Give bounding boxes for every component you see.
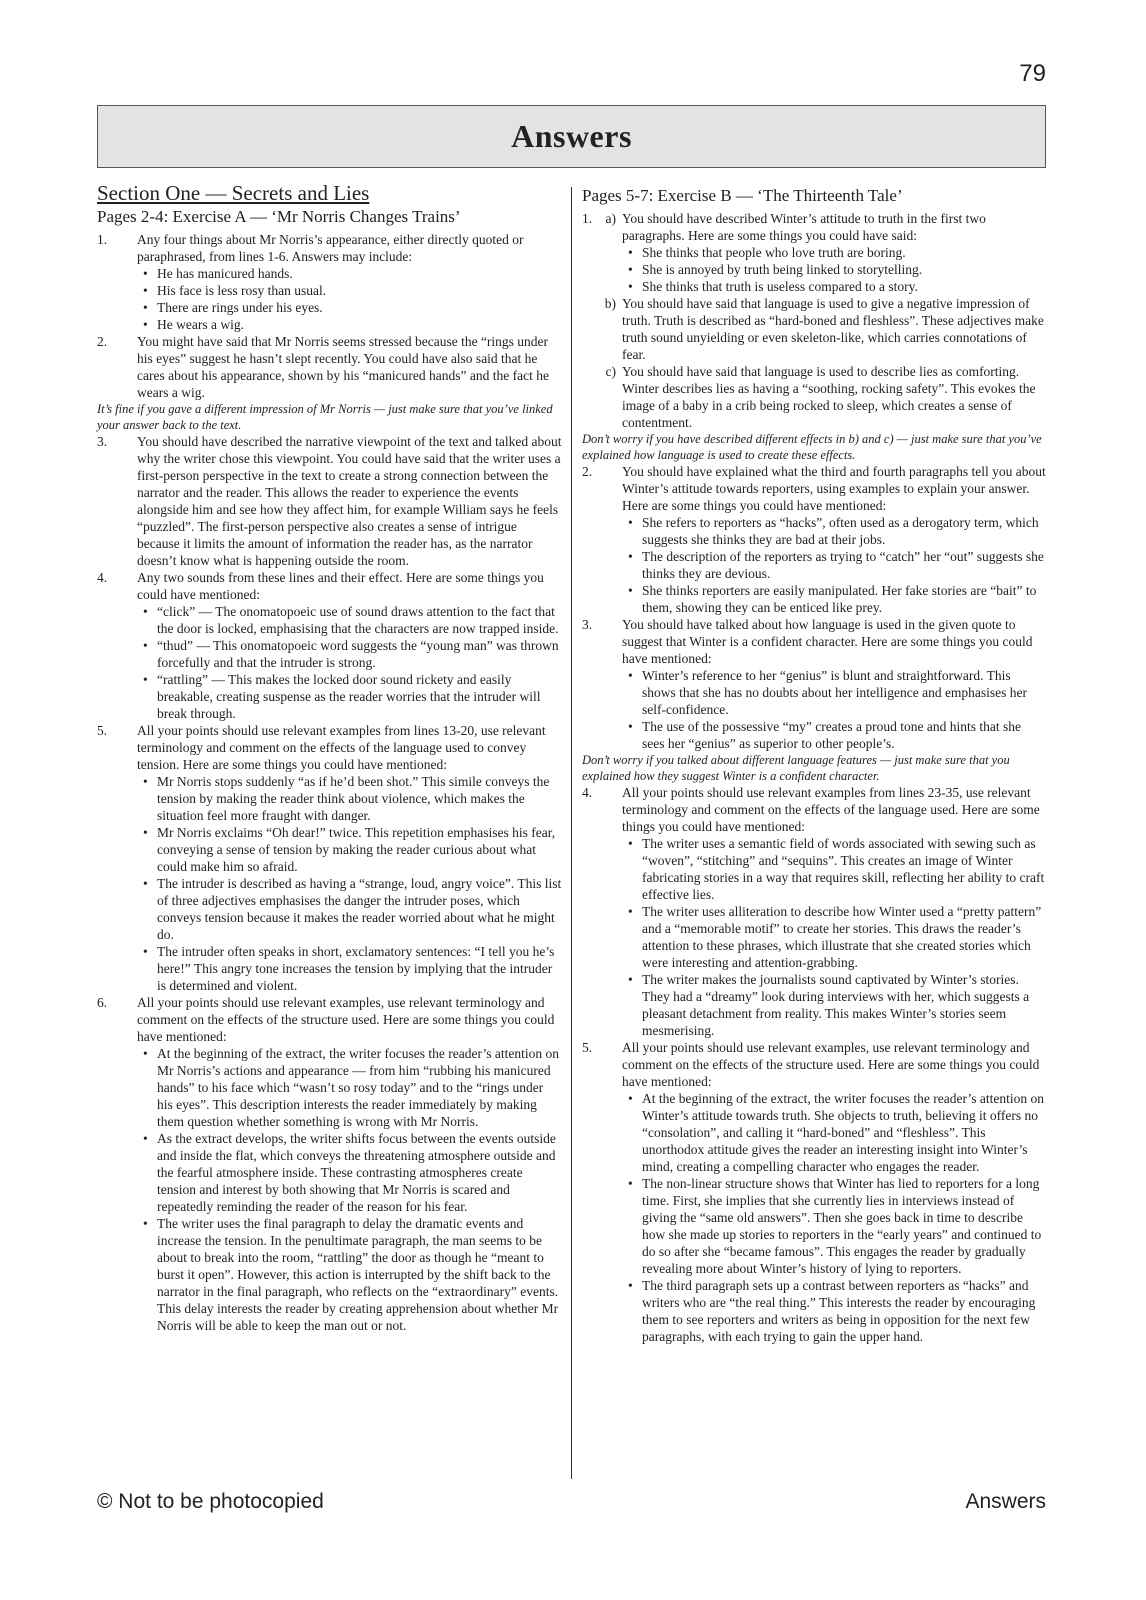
answer-text: All your points should use relevant examples from lines 23-35, use relevant terminology and comment on the effects of the language used. Here are some things you could have mentioned: [622, 785, 1040, 834]
answer-1 [97, 231, 562, 333]
examiner-note: Don’t worry if you have described different effects in b) and c) — just make sure that you’ve explained how language is used to create these effects. [582, 432, 1042, 462]
list-item: • She refers to reporters as “hacks”, often used as a derogatory term, which suggests she thinks they are bad at their jobs. [642, 514, 1046, 548]
list-item: • The writer uses alliteration to describe how Winter used a “pretty pattern” and a “memorable motif” to create her stories. This draws the reader’s attention to these phrases, which illustrate that she created stories which were interesting and attention-grabbing. [642, 903, 1046, 971]
answer-5 [582, 1039, 1046, 1345]
answer-number: 1. [97, 232, 108, 247]
answer-4 [582, 784, 1046, 1039]
answer-text: All your points should use relevant examples, use relevant terminology and comment on the effects of the structure used. Here are some things you could have mentioned: [622, 1040, 1040, 1089]
examiner-note: Don’t worry if you talked about different language features — just make sure that you explained how they suggest Winter is a confident character. [582, 753, 1010, 783]
answer-number: 3. [582, 617, 593, 632]
answer-number: 3. [97, 434, 108, 449]
exercise-b-title: Pages 5-7: Exercise B — ‘The Thirteenth Tale’ [582, 186, 903, 205]
list-item: • He wears a wig. [157, 316, 562, 333]
answer-2 [97, 333, 562, 401]
list-item: • He has manicured hands. [157, 265, 562, 282]
left-column [97, 181, 562, 1334]
list-item: • She thinks reporters are easily manipulated. Her fake stories are “bait” to them, showing they can be enticed like prey. [642, 582, 1046, 616]
list-item: • Mr Norris stops suddenly “as if he’d been shot.” This simile conveys the tension by making the reader think about violence, which makes the situation feel more fraught with danger. [157, 773, 562, 824]
answer-3 [582, 616, 1046, 752]
answer-text: All your points should use relevant examples from lines 13-20, use relevant terminology and comment on the effects of the language used to convey tension. Here are some things you could have mentioned: [137, 723, 546, 772]
section-title: Section One — Secrets and Lies [97, 181, 370, 205]
list-item: • The description of the reporters as trying to “catch” her “out” suggests she thinks they are devious. [642, 548, 1046, 582]
banner-title: Answers [511, 118, 632, 154]
answer-1a [582, 210, 1046, 431]
sub-label: c) [605, 364, 616, 379]
answer-number: 6. [97, 995, 108, 1010]
bullet-list [622, 514, 1046, 616]
answer-number: 2. [582, 464, 593, 479]
list-item: • The third paragraph sets up a contrast between reporters as “hacks” and writers who are “the real thing.” This interests the reader by encouraging them to see reporters and writers as being in opposition for the next few paragraphs, with each trying to gain the upper hand. [642, 1277, 1046, 1345]
answer-text: You should have said that language is used to describe lies as comforting. Winter describes lies as having a “soothing, rocking safety”. This evokes the image of a baby in a crib being rocked to sleep, which creates a sense of contentment. [622, 364, 1036, 430]
answer-4 [97, 569, 562, 722]
list-item: • As the extract develops, the writer shifts focus between the events outside and inside the flat, which conveys the threatening atmosphere outside and the fearful atmosphere inside. These contrasting atmospheres create tension and interest by both showing that Mr Norris is scared and repeatedly reminding the reader of the reason for his fear. [157, 1130, 562, 1215]
list-item: • She is annoyed by truth being linked to storytelling. [642, 261, 1046, 278]
answer-text: Any two sounds from these lines and their effect. Here are some things you could have mentioned: [137, 570, 544, 602]
answer-text: You should have talked about how language is used in the given quote to suggest that Winter is a confident character. Here are some things you could have mentioned: [622, 617, 1033, 666]
answer-1c [594, 363, 1046, 431]
examiner-note: It’s fine if you gave a different impression of Mr Norris — just make sure that you’ve linked your answer back to the text. [97, 402, 553, 432]
copyright-footer: © Not to be photocopied [97, 1490, 324, 1513]
answer-1b [594, 295, 1046, 363]
list-item: • “click” — The onomatopoeic use of sound draws attention to the fact that the door is locked, emphasising that the characters are now trapped inside. [157, 603, 562, 637]
list-item: • Mr Norris exclaims “Oh dear!” twice. This repetition emphasises his fear, conveying a sense of tension by making the reader curious about what could make him so afraid. [157, 824, 562, 875]
answer-5 [97, 722, 562, 994]
bullet-list [137, 1045, 562, 1334]
answers-banner [97, 105, 1046, 168]
list-item: • There are rings under his eyes. [157, 299, 562, 316]
list-item: • “thud” — This onomatopoeic word suggests the “young man” was thrown forcefully and that the intruder is strong. [157, 637, 562, 671]
answer-text: You should have said that language is used to give a negative impression of truth. Truth is described as “hard-boned and fleshless”. These adjectives make truth sound unyielding or even skeleton-like, which carries connotations of fear. [622, 296, 1044, 362]
bullet-list [622, 667, 1046, 752]
bullet-list [622, 835, 1046, 1039]
list-item: • She thinks that people who love truth are boring. [642, 244, 1046, 261]
list-item: • The intruder often speaks in short, exclamatory sentences: “I tell you he’s here!” This angry tone increases the tension by implying that the intruder is determined and violent. [157, 943, 562, 994]
answer-text: You might have said that Mr Norris seems stressed because the “rings under his eyes” suggest he hasn’t slept recently. You could have also said that he cares about his appearance, shown by his “manicured hands” and the fact he wears a wig. [137, 334, 549, 400]
list-item: • His face is less rosy than usual. [157, 282, 562, 299]
answer-number: 5. [97, 723, 108, 738]
list-item: • The writer makes the journalists sound captivated by Winter’s stories. They had a “dreamy” look during interviews with her, which suggests a pleasant detachment from reality. This makes Winter’s stories seem mesmerising. [642, 971, 1046, 1039]
bullet-list [622, 244, 1046, 295]
answer-number: 2. [97, 334, 108, 349]
column-divider [571, 187, 572, 1479]
list-item: • At the beginning of the extract, the writer focuses the reader’s attention on Winter’s attitude towards truth. She objects to truth, believing it offers no “consolation”, and calling it “hard-boned” and “fleshless”. This unorthodox attitude gives the reader an interesting insight into Winter’s mind, creating a compelling character who engages the reader. [642, 1090, 1046, 1175]
answer-text: All your points should use relevant examples, use relevant terminology and comment on the effects of the structure used. Here are some things you could have mentioned: [137, 995, 555, 1044]
answer-2 [582, 463, 1046, 616]
list-item: • Winter’s reference to her “genius” is blunt and straightforward. This shows that she has no doubts about her intelligence and emphasises her self-confidence. [642, 667, 1046, 718]
list-item: • The writer uses the final paragraph to delay the dramatic events and increase the tension. In the penultimate paragraph, the man seems to be about to break into the room, “rattling” the door as though he “meant to burst it open”. However, this action is interrupted by the shift back to the narrator in the final paragraph, who reflects on the “extraordinary” events. This delay interests the reader by creating apprehension about whether Mr Norris will be able to keep the man out or not. [157, 1215, 562, 1334]
list-item: • “rattling” — This makes the locked door sound rickety and easily breakable, creating suspense as the reader worries that the intruder will break through. [157, 671, 562, 722]
list-item: • The intruder is described as having a “strange, loud, angry voice”. This list of three adjectives emphasises the danger the intruder poses, which conveys tension because it makes the reader worried about what he might do. [157, 875, 562, 943]
exercise-a-title: Pages 2-4: Exercise A — ‘Mr Norris Changes Trains’ [97, 207, 461, 226]
sub-label: a) [605, 211, 616, 226]
bullet-list [137, 265, 562, 333]
answer-3 [97, 433, 562, 569]
answer-number: 1. [582, 211, 593, 226]
section-footer: Answers [965, 1490, 1046, 1513]
list-item: • At the beginning of the extract, the writer focuses the reader’s attention on Mr Norris’s actions and appearance — from him “rubbing his manicured hands” to his face which “wasn’t so rosy today” and to the “rings under his eyes”. This description interests the reader immediately by making them question whether something is wrong with Mr Norris. [157, 1045, 562, 1130]
answer-text: You should have described Winter’s attitude to truth in the first two paragraphs. Here are some things you could have said: [622, 211, 986, 243]
list-item: • The writer uses a semantic field of words associated with sewing such as “woven”, “stitching” and “sequins”. This creates an image of Winter fabricating stories in a way that requires skill, reflecting her ability to craft effective lies. [642, 835, 1046, 903]
answer-text: You should have explained what the third and fourth paragraphs tell you about Winter’s attitude towards reporters, using examples to explain your answer. Here are some things you could have mentioned: [622, 464, 1046, 513]
sub-label: b) [604, 296, 616, 311]
page-number: 79 [1019, 60, 1046, 87]
answer-6 [97, 994, 562, 1334]
bullet-list [137, 773, 562, 994]
bullet-list [622, 1090, 1046, 1345]
answer-number: 5. [582, 1040, 593, 1055]
answer-number: 4. [97, 570, 108, 585]
list-item: • She thinks that truth is useless compared to a story. [642, 278, 1046, 295]
answer-text: You should have described the narrative viewpoint of the text and talked about why the writer chose this viewpoint. You could have said that the writer uses a first-person perspective in the text to create a strong connection between the narrator and the reader. This allows the reader to experience the events alongside him and see how they affect him, for example William says he feels “puzzled”. The first-person perspective also creates a sense of intrigue because it limits the amount of information the reader has, as the narrator doesn’t know what is happening outside the room. [137, 434, 562, 568]
list-item: • The use of the possessive “my” creates a proud tone and hints that she sees her “genius” as superior to other people’s. [642, 718, 1046, 752]
list-item: • The non-linear structure shows that Winter has lied to reporters for a long time. First, she implies that she currently lies in interviews instead of giving the “same old answers”. Then she goes back in time to describe how she made up stories to reporters in the “early years” and continued to do so after she “became famous”. This engages the reader by gradually revealing more about Winter’s history of lying to reporters. [642, 1175, 1046, 1277]
bullet-list [137, 603, 562, 722]
answer-number: 4. [582, 785, 593, 800]
answer-text: Any four things about Mr Norris’s appearance, either directly quoted or paraphrased, from lines 1-6. Answers may include: [137, 232, 524, 264]
right-column [582, 185, 1046, 1345]
